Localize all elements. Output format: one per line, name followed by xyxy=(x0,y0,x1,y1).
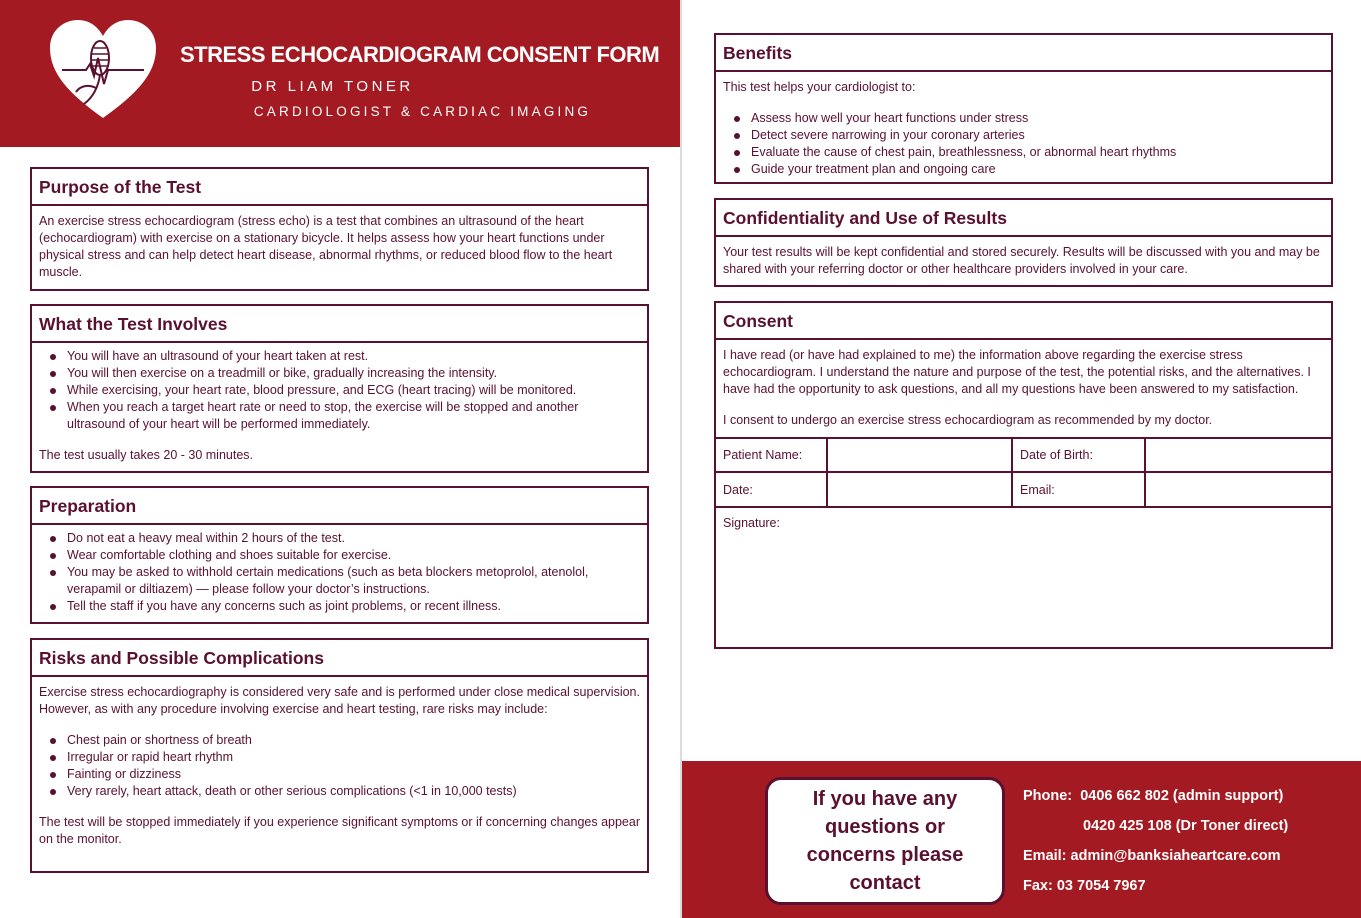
date-label: Date: xyxy=(716,472,827,506)
involves-title: What the Test Involves xyxy=(32,306,647,343)
list-item: Detect severe narrowing in your coronary arteries xyxy=(723,127,1324,144)
questions-box xyxy=(765,777,1005,905)
phone-line-1 xyxy=(1023,788,1283,804)
consent-statement: I have read (or have had explained to me) the information above regarding the exercise stress echocardiogram. I understand the nature and purpose of the test, the potential risks, and the alternatives. I have had the opportunity to ask questions, and all my questions have been answered to my satisfaction. xyxy=(723,348,1311,396)
signature-field[interactable] xyxy=(716,506,1331,632)
doctor-name: DR LIAM TONER xyxy=(251,78,414,95)
list-item: You may be asked to withhold certain medications (such as beta blockers metoprolol, atenolol, verapamil or diltiazem) — please follow your doctor’s instructions. xyxy=(39,564,640,598)
consent-agreement: I consent to undergo an exercise stress echocardiogram as recommended by my doctor. xyxy=(723,413,1213,427)
table-row xyxy=(716,438,1331,472)
contact-email[interactable]: Email: admin@banksiaheartcare.com xyxy=(1023,848,1281,864)
list-item: Guide your treatment plan and ongoing care xyxy=(723,161,1324,178)
list-item: While exercising, your heart rate, blood pressure, and ECG (heart tracing) will be monitored. xyxy=(39,382,640,399)
signature-label: Signature: xyxy=(723,516,780,530)
risks-list xyxy=(39,732,640,800)
list-item: Irregular or rapid heart rhythm xyxy=(39,749,640,766)
list-item: Assess how well your heart functions under stress xyxy=(723,110,1324,127)
risks-outro: The test will be stopped immediately if you experience significant symptoms or if concerning changes appear on the monitor. xyxy=(39,815,641,846)
confidentiality-title: Confidentiality and Use of Results xyxy=(716,200,1331,237)
benefits-title: Benefits xyxy=(716,35,1331,72)
benefits-intro: This test helps your cardiologist to: xyxy=(723,80,916,94)
patient-name-label: Patient Name: xyxy=(716,438,827,472)
dob-label: Date of Birth: xyxy=(1012,438,1145,472)
dob-field[interactable] xyxy=(1145,438,1331,472)
purpose-text: An exercise stress echocardiogram (stress echo) is a test that combines an ultrasound of the heart (echocardiogram) with exercise on a stationary bicycle. It helps assess how your heart functions under physical stress and can help detect heart disease, abnormal rhythms, or reduced blood flow to the heart muscle. xyxy=(39,214,613,279)
list-item: You will then exercise on a treadmill or bike, gradually increasing the intensity. xyxy=(39,365,640,382)
consent-details-table xyxy=(716,437,1331,506)
purpose-section xyxy=(30,167,649,291)
doctor-specialty: CARDIOLOGIST & CARDIAC IMAGING xyxy=(253,104,592,119)
form-title: STRESS ECHOCARDIOGRAM CONSENT FORM xyxy=(180,42,660,67)
preparation-list xyxy=(39,530,640,615)
benefits-section xyxy=(714,33,1333,184)
list-item: Tell the staff if you have any concerns such as joint problems, or recent illness. xyxy=(39,598,640,615)
preparation-section xyxy=(30,486,649,624)
list-item: Wear comfortable clothing and shoes suitable for exercise. xyxy=(39,547,640,564)
preparation-title: Preparation xyxy=(32,488,647,525)
consent-title: Consent xyxy=(716,303,1331,340)
confidentiality-section xyxy=(714,198,1333,287)
email-label: Email: xyxy=(1012,472,1145,506)
heart-logo-icon xyxy=(48,18,158,124)
involves-duration: The test usually takes 20 - 30 minutes. xyxy=(39,448,253,462)
list-item: Very rarely, heart attack, death or other serious complications (<1 in 10,000 tests) xyxy=(39,783,640,800)
risks-section xyxy=(30,638,649,873)
involves-section xyxy=(30,304,649,473)
list-item: Evaluate the cause of chest pain, breathlessness, or abnormal heart rhythms xyxy=(723,144,1324,161)
contact-footer xyxy=(682,761,1361,918)
doctor-phone[interactable]: 0420 425 108 (Dr Toner direct) xyxy=(1083,818,1289,834)
list-item: Chest pain or shortness of breath xyxy=(39,732,640,749)
table-row xyxy=(716,472,1331,506)
list-item: Do not eat a heavy meal within 2 hours of the test. xyxy=(39,530,640,547)
purpose-title: Purpose of the Test xyxy=(32,169,647,206)
questions-text: If you have any questions or concerns please contact xyxy=(806,788,964,894)
list-item: When you reach a target heart rate or need to stop, the exercise will be stopped and another ultrasound of your heart will be performed immediately. xyxy=(39,399,640,433)
confidentiality-text: Your test results will be kept confidential and stored securely. Results will be discussed with you and may be shared with your referring doctor or other healthcare providers involved in your care. xyxy=(723,245,1320,276)
phone-label: Phone: xyxy=(1023,788,1073,804)
patient-name-field[interactable] xyxy=(827,438,1012,472)
admin-phone[interactable]: 0406 662 802 (admin support) xyxy=(1080,788,1284,804)
list-item: You will have an ultrasound of your heart taken at rest. xyxy=(39,348,640,365)
consent-section xyxy=(714,301,1333,649)
list-item: Fainting or dizziness xyxy=(39,766,640,783)
involves-list xyxy=(39,348,640,433)
email-field[interactable] xyxy=(1145,472,1331,506)
risks-title: Risks and Possible Complications xyxy=(32,640,647,677)
contact-fax: Fax: 03 7054 7967 xyxy=(1023,878,1146,894)
header-band xyxy=(0,0,680,147)
benefits-list xyxy=(723,110,1324,178)
date-field[interactable] xyxy=(827,472,1012,506)
risks-intro: Exercise stress echocardiography is considered very safe and is performed under close medical supervision. However, as with any procedure involving exercise and heart testing, rare risks may include: xyxy=(39,685,640,716)
